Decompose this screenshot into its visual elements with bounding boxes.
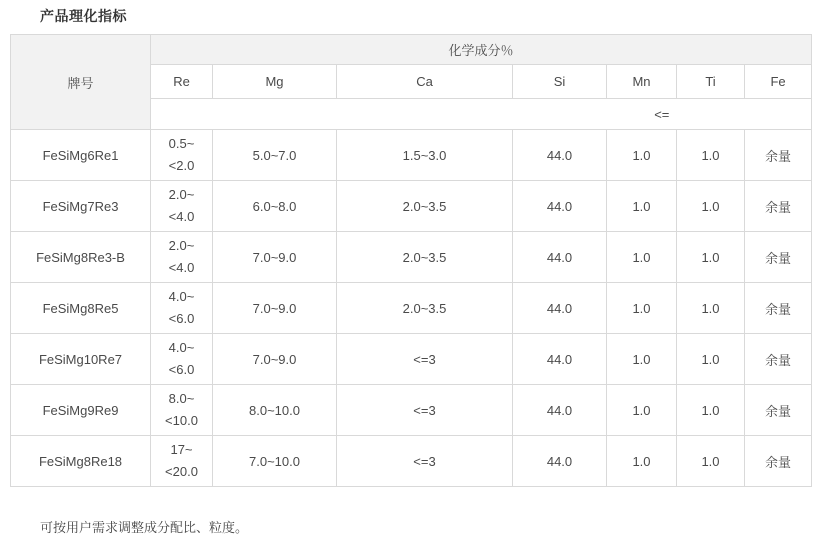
header-ca: Ca	[337, 65, 513, 99]
cell-re-line1: 17~	[170, 441, 193, 457]
cell-mn: 1.0	[607, 130, 677, 181]
cell-mg: 5.0~7.0	[213, 130, 337, 181]
header-mn: Mn	[607, 65, 677, 99]
header-mg-spacer	[213, 99, 337, 130]
cell-fe: 余量	[745, 181, 812, 232]
cell-mg: 8.0~10.0	[213, 385, 337, 436]
cell-si: 44.0	[513, 232, 607, 283]
cell-fe: 余量	[745, 334, 812, 385]
cell-ti: 1.0	[677, 385, 745, 436]
cell-ca: 2.0~3.5	[337, 283, 513, 334]
table-row	[11, 385, 812, 436]
header-mg: Mg	[213, 65, 337, 99]
cell-ti: 1.0	[677, 334, 745, 385]
header-ti: Ti	[677, 65, 745, 99]
cell-re-line1: 2.0~	[168, 237, 195, 253]
cell-mg: 7.0~9.0	[213, 334, 337, 385]
header-re-spacer	[151, 99, 213, 130]
cell-grade: FeSiMg8Re18	[11, 436, 151, 487]
cell-mn: 1.0	[607, 232, 677, 283]
cell-re-line2: <10.0	[165, 413, 198, 428]
cell-fe: 余量	[745, 436, 812, 487]
cell-re	[151, 232, 213, 283]
cell-re-line1: 4.0~	[168, 339, 195, 355]
cell-re-line2: <4.0	[168, 209, 195, 224]
cell-ca: <=3	[337, 334, 513, 385]
table-body	[11, 130, 812, 487]
cell-re	[151, 283, 213, 334]
cell-re	[151, 130, 213, 181]
cell-ca: 2.0~3.5	[337, 232, 513, 283]
cell-mg: 7.0~10.0	[213, 436, 337, 487]
cell-ca: 2.0~3.5	[337, 181, 513, 232]
cell-ti: 1.0	[677, 436, 745, 487]
spec-table	[10, 34, 812, 487]
cell-ti: 1.0	[677, 232, 745, 283]
cell-re-line2: <6.0	[168, 311, 195, 326]
cell-si: 44.0	[513, 334, 607, 385]
header-grade: 牌号	[11, 35, 151, 130]
cell-si: 44.0	[513, 283, 607, 334]
header-re: Re	[151, 65, 213, 99]
header-less-than-equal: <=	[513, 99, 812, 130]
cell-mg: 7.0~9.0	[213, 232, 337, 283]
cell-ca: <=3	[337, 385, 513, 436]
cell-re	[151, 436, 213, 487]
cell-grade: FeSiMg8Re5	[11, 283, 151, 334]
table-row	[11, 232, 812, 283]
table-row	[11, 436, 812, 487]
cell-re-line1: 2.0~	[168, 186, 195, 202]
cell-mn: 1.0	[607, 436, 677, 487]
header-ca-spacer	[337, 99, 513, 130]
cell-mg: 6.0~8.0	[213, 181, 337, 232]
cell-ti: 1.0	[677, 283, 745, 334]
cell-si: 44.0	[513, 436, 607, 487]
cell-ti: 1.0	[677, 130, 745, 181]
cell-grade: FeSiMg6Re1	[11, 130, 151, 181]
header-si: Si	[513, 65, 607, 99]
cell-re-line2: <2.0	[168, 158, 195, 173]
page-title-bar	[0, 0, 821, 32]
cell-fe: 余量	[745, 130, 812, 181]
cell-grade: FeSiMg10Re7	[11, 334, 151, 385]
table-row	[11, 130, 812, 181]
cell-si: 44.0	[513, 130, 607, 181]
table-row	[11, 181, 812, 232]
cell-mn: 1.0	[607, 181, 677, 232]
cell-fe: 余量	[745, 232, 812, 283]
cell-fe: 余量	[745, 283, 812, 334]
cell-re-line1: 0.5~	[168, 135, 195, 151]
cell-grade: FeSiMg9Re9	[11, 385, 151, 436]
cell-fe: 余量	[745, 385, 812, 436]
cell-re	[151, 334, 213, 385]
cell-si: 44.0	[513, 385, 607, 436]
cell-re-line1: 4.0~	[168, 288, 195, 304]
table-row	[11, 283, 812, 334]
cell-ti: 1.0	[677, 181, 745, 232]
cell-re-line2: <20.0	[165, 464, 198, 479]
cell-mn: 1.0	[607, 283, 677, 334]
cell-ca: <=3	[337, 436, 513, 487]
cell-re-line1: 8.0~	[168, 390, 195, 406]
cell-si: 44.0	[513, 181, 607, 232]
cell-re	[151, 385, 213, 436]
table-row	[11, 334, 812, 385]
page-title: 产品理化指标	[40, 8, 127, 24]
cell-mn: 1.0	[607, 334, 677, 385]
cell-re	[151, 181, 213, 232]
cell-mg: 7.0~9.0	[213, 283, 337, 334]
header-chemical-composition: 化学成分％	[151, 35, 812, 65]
cell-re-line2: <4.0	[168, 260, 195, 275]
table-head	[11, 35, 812, 130]
cell-grade: FeSiMg8Re3-B	[11, 232, 151, 283]
cell-grade: FeSiMg7Re3	[11, 181, 151, 232]
footer-note: 可按用户需求调整成分配比、粒度。	[40, 520, 249, 535]
header-row-1	[11, 35, 812, 65]
cell-mn: 1.0	[607, 385, 677, 436]
header-fe: Fe	[745, 65, 812, 99]
cell-ca: 1.5~3.0	[337, 130, 513, 181]
cell-re-line2: <6.0	[168, 362, 195, 377]
